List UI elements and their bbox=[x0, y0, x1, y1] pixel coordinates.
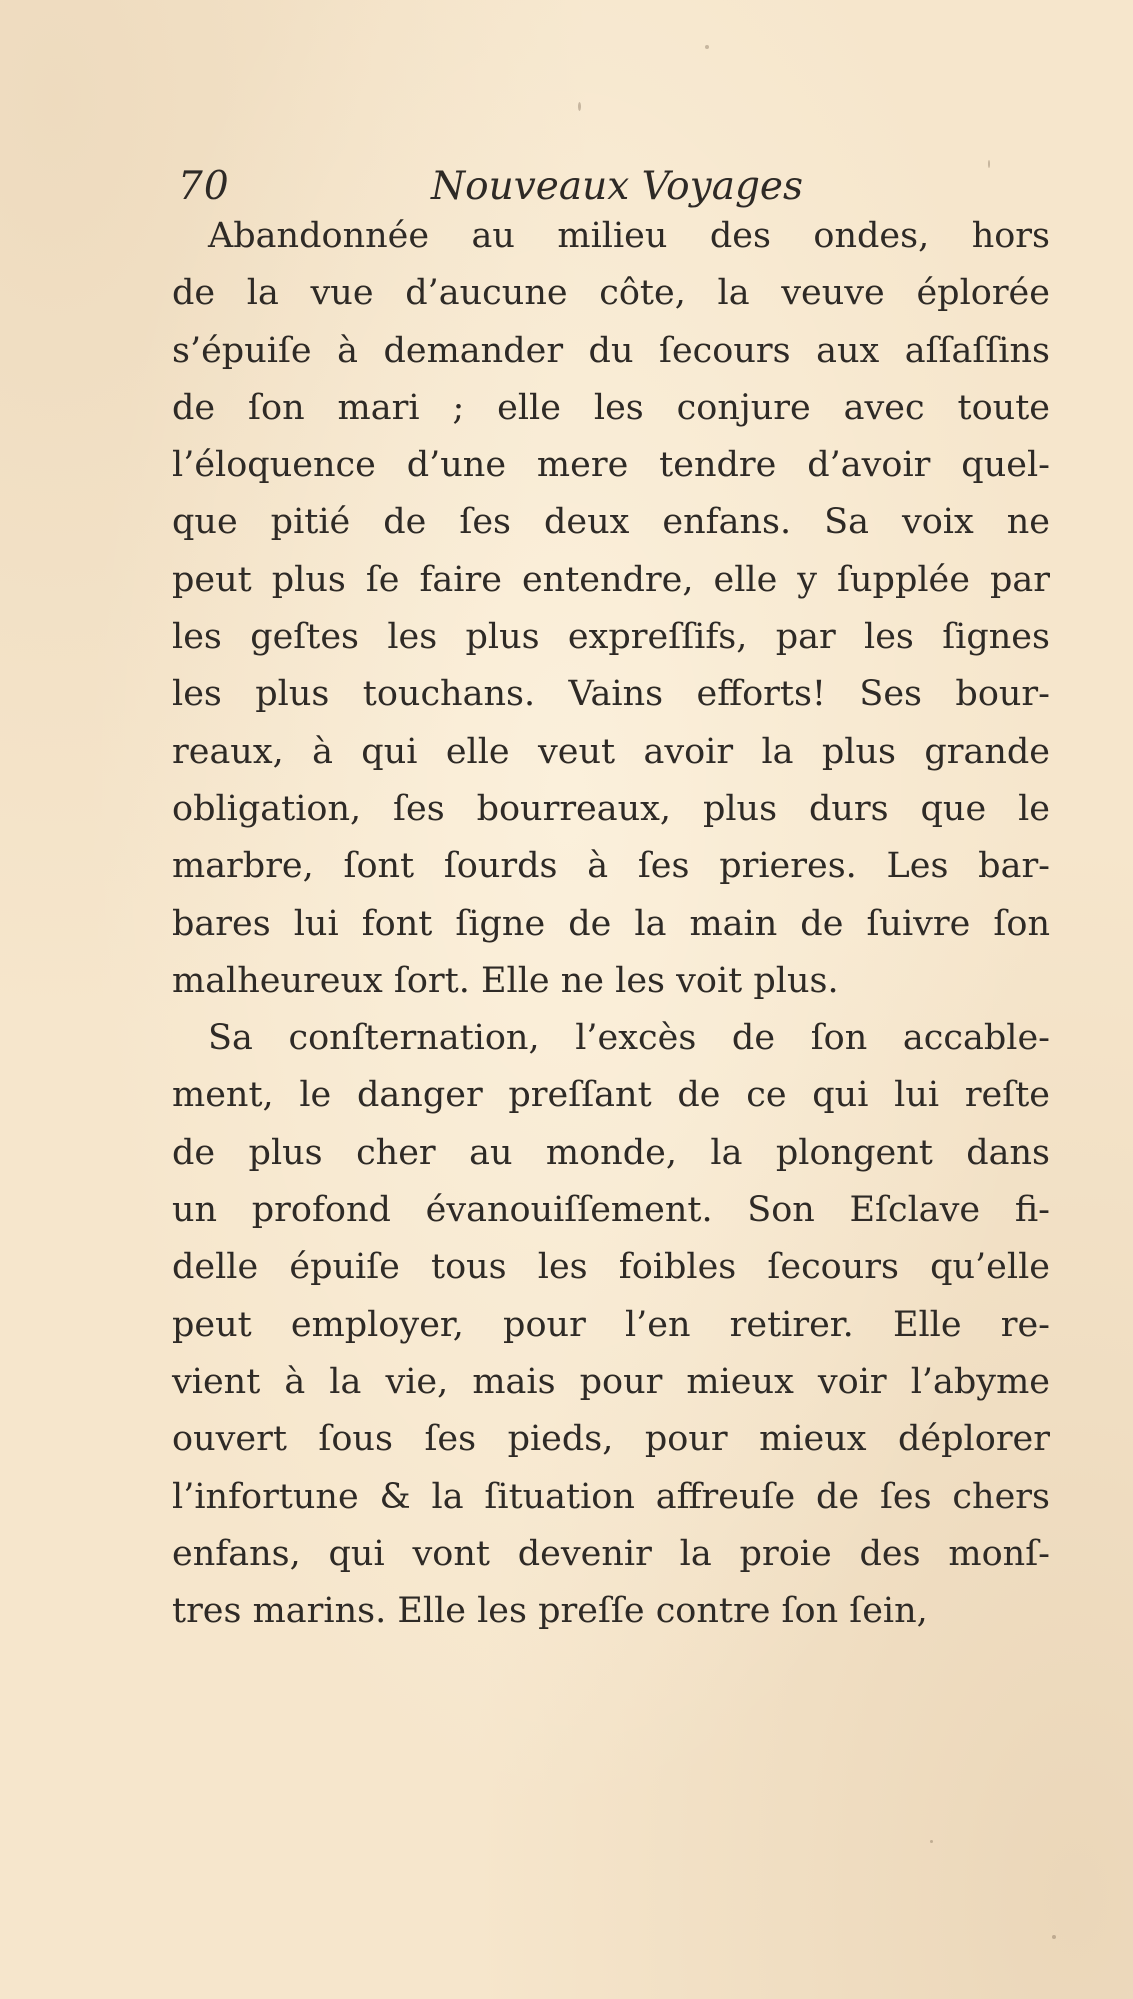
text-line: ouvert ſous ſes pieds, pour mieux déplorer bbox=[172, 1419, 1050, 1460]
text-line: les geſtes les plus expreſſifs, par les ſignes bbox=[172, 617, 1050, 658]
text-line: obligation, ſes bourreaux, plus durs que le bbox=[172, 788, 1050, 829]
paper-speck bbox=[578, 102, 581, 111]
text-line: un profond évanouiſſement. Son Eſclave fi- bbox=[172, 1190, 1050, 1231]
text-line: l’infortune & la ſituation affreuſe de ſes chers bbox=[172, 1476, 1050, 1517]
paper-speck bbox=[988, 160, 990, 168]
text-line: de ſon mari ; elle les conjure avec toute bbox=[172, 387, 1050, 428]
text-line: peut plus ſe faire entendre, elle y ſupplée par bbox=[172, 559, 1050, 600]
text-line: delle épuiſe tous les foibles ſecours qu’elle bbox=[172, 1247, 1050, 1288]
text-line: que pitié de ſes deux enfans. Sa voix ne bbox=[172, 502, 1050, 543]
text-line: malheureux ſort. Elle ne les voit plus. bbox=[172, 960, 839, 1001]
text-line: l’éloquence d’une mere tendre d’avoir quel- bbox=[172, 445, 1050, 486]
text-line: ment, le danger preſſant de ce qui lui reſte bbox=[172, 1075, 1050, 1116]
text-line: enfans, qui vont devenir la proie des monſ- bbox=[172, 1533, 1050, 1574]
text-line: vient à la vie, mais pour mieux voir l’abyme bbox=[172, 1361, 1050, 1402]
text-line: Sa conſternation, l’excès de ſon accable- bbox=[208, 1018, 1050, 1059]
paragraph bbox=[172, 208, 1050, 1010]
text-line: tres marins. Elle les preſſe contre ſon ſein, bbox=[172, 1591, 928, 1632]
text-line: marbre, ſont ſourds à ſes prieres. Les bar- bbox=[172, 846, 1050, 887]
text-line: s’épuiſe à demander du ſecours aux aſſaſſins bbox=[172, 330, 1050, 371]
page-header bbox=[178, 162, 838, 212]
paper-speck bbox=[705, 45, 709, 49]
running-head: Nouveaux Voyages bbox=[431, 164, 804, 209]
text-line: peut employer, pour l’en retirer. Elle re- bbox=[172, 1304, 1050, 1345]
text-line: bares lui font ſigne de la main de ſuivre ſon bbox=[172, 903, 1050, 944]
text-line: reaux, à qui elle veut avoir la plus grande bbox=[172, 731, 1050, 772]
paper-speck bbox=[930, 1840, 933, 1843]
page-number: 70 bbox=[178, 164, 230, 209]
paper-speck bbox=[1052, 1935, 1056, 1939]
text-line: les plus touchans. Vains efforts! Ses bour- bbox=[172, 674, 1050, 715]
body-text bbox=[172, 208, 1050, 1640]
paragraph bbox=[172, 1010, 1050, 1640]
text-line: de la vue d’aucune côte, la veuve éplorée bbox=[172, 273, 1050, 314]
text-line: Abandonnée au milieu des ondes, hors bbox=[208, 216, 1050, 256]
text-line: de plus cher au monde, la plongent dans bbox=[172, 1132, 1050, 1173]
